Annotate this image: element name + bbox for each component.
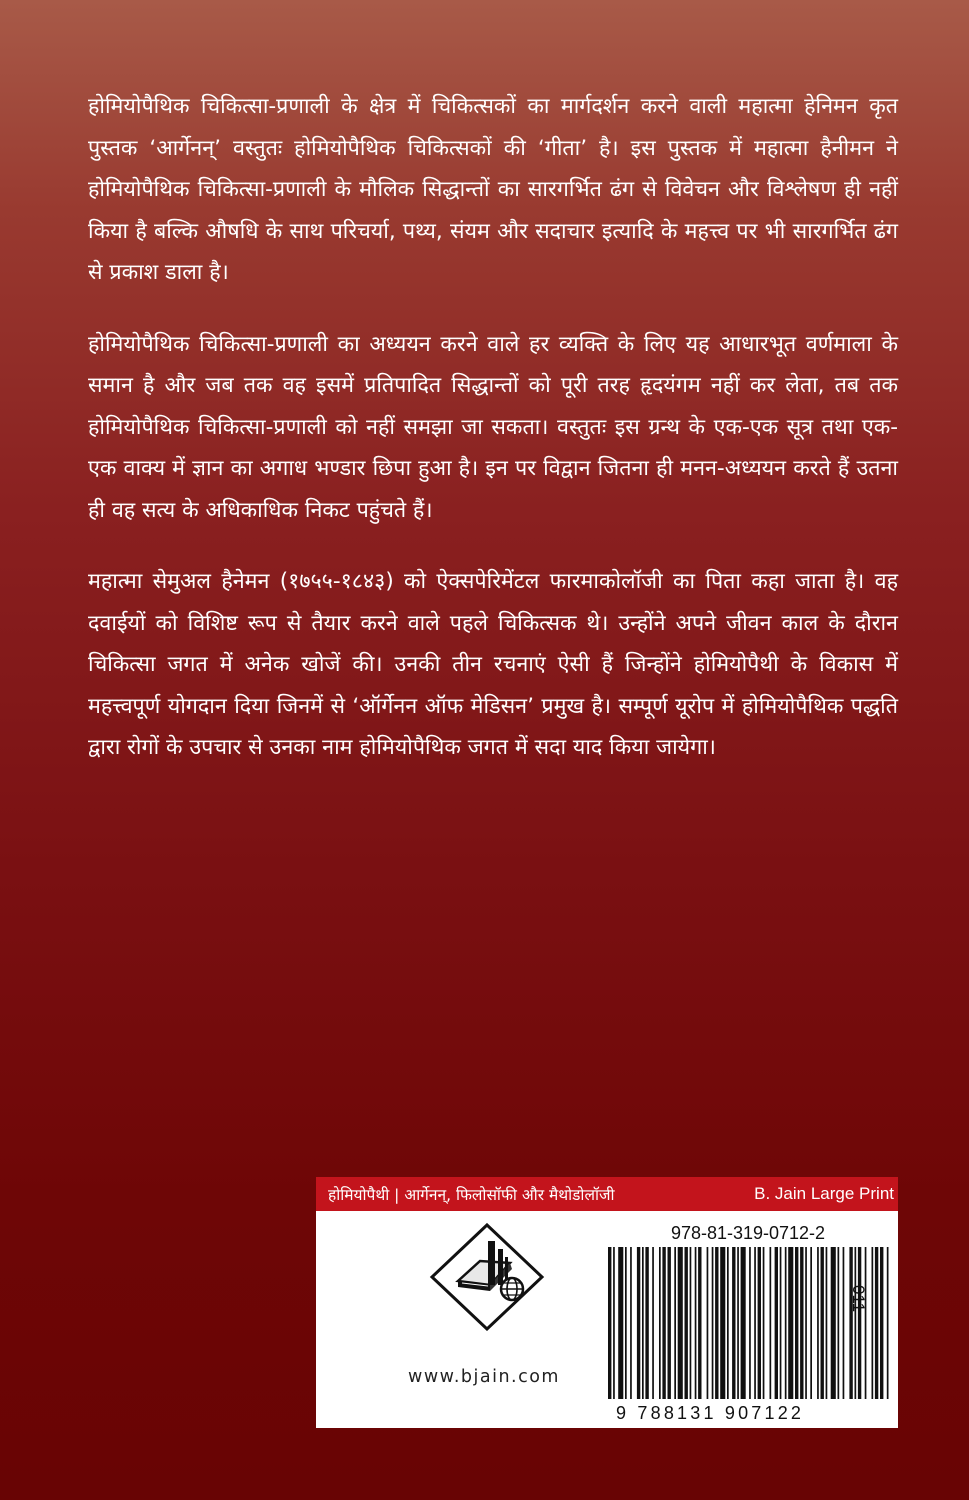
barcode-addon-code: 011 (849, 1285, 868, 1313)
barcode-bar (690, 1247, 692, 1399)
barcode-bar (652, 1247, 654, 1399)
barcode-bar (887, 1247, 889, 1399)
publisher-info-box (316, 1177, 898, 1428)
barcode-bar (788, 1247, 793, 1399)
barcode-bar (645, 1247, 648, 1399)
back-cover-blurb (88, 86, 898, 799)
barcode-bar (698, 1247, 701, 1399)
barcode-bar (865, 1247, 867, 1399)
barcode-bar (637, 1247, 640, 1399)
barcode-bar (817, 1247, 819, 1399)
barcode-bar (872, 1247, 874, 1399)
barcode-bar (758, 1247, 761, 1399)
barcode-bar (618, 1247, 623, 1399)
barcode-bar (826, 1247, 828, 1399)
barcode-bar (707, 1247, 709, 1399)
barcode-bar (849, 1247, 852, 1399)
series-label: B. Jain Large Print (754, 1184, 894, 1203)
barcode-bar (754, 1247, 756, 1399)
barcode-bar (880, 1247, 883, 1399)
barcode-bar (780, 1247, 782, 1399)
barcode-bar (720, 1247, 725, 1399)
isbn-barcode (608, 1247, 890, 1399)
barcode-bar (625, 1247, 627, 1399)
barcode-bar (715, 1247, 718, 1399)
barcode-bar (608, 1247, 611, 1399)
barcode-bar (805, 1247, 807, 1399)
barcode-bar (775, 1247, 778, 1399)
barcode-bar (858, 1247, 861, 1399)
barcode-bar (749, 1247, 751, 1399)
barcode-bar (674, 1247, 676, 1399)
barcode-bar (741, 1247, 746, 1399)
category-bar (316, 1177, 898, 1211)
category-label: होमियोपैथी | आर्गेनन्, फिलोसॉफी और मैथोडोलॉजी (328, 1186, 615, 1204)
barcode-bar (668, 1247, 671, 1399)
barcode-bar (662, 1247, 665, 1399)
publisher-website: www.bjain.com (408, 1367, 560, 1387)
barcode-bar (630, 1247, 632, 1399)
barcode-digits: 9 788131 907122 (616, 1403, 805, 1423)
barcode-bar (821, 1247, 824, 1399)
barcode-bar (695, 1247, 697, 1399)
isbn-number: 978-81-319-0712-2 (670, 1223, 826, 1243)
barcode-bar (678, 1247, 683, 1399)
blurb-paragraph-3: महात्मा सेमुअल हैनेमन (१७५५-१८४३) को ऐक्सपेरिमेंटल फारमाकोलॉजी का पिता कहा जाता है। वह दवाईयों को विशिष्ट रूप से तैयार करने वाले पहले चिकित्सक थे। उन्होंने अपने जीवन काल के दौरान चिकित्सा जगत में अनेक खोजें की। उनकी तीन रचनाएं ऐसी हैं जिन्होंने होमियोपैथी के विकास में महत्त्वपूर्ण योगदान दिया जिनमें से ‘ऑर्गेनन ऑफ मेडिसन’ प्रमुख है। सम्पूर्ण यूरोप में होमियोपैथिक पद्धति द्वारा रोगों के उपचार से उनका नाम होमियोपैथिक जगत में सदा याद किया जायेगा। (88, 569, 898, 760)
barcode-bar (737, 1247, 739, 1399)
barcode-bar (613, 1247, 615, 1399)
barcode-bar (838, 1247, 840, 1399)
barcode-bar (795, 1247, 798, 1399)
blurb-paragraph-1: होमियोपैथिक चिकित्सा-प्रणाली के क्षेत्र में चिकित्सकों का मार्गदर्शन करने वाली महात्मा हेनिमन कृत पुस्तक ‘आर्गेनन्’ वस्तुतः होमियोपैथिक चिकित्सकों की ‘गीता’ है। इस पुस्तक में महात्मा हैनीमन ने होमियोपैथिक चिकित्सा-प्रणाली के मौलिक सिद्धान्तों का सारगर्भित ढंग से विवेचन और विश्लेषण ही नहीं किया है बल्कि औषधि के साथ परिचर्या, पथ्य, संयम और सदाचार इत्यादि के महत्त्व पर भी सारगर्भित ढंग से प्रकाश डाला है। (88, 94, 898, 285)
barcode-bar (785, 1247, 787, 1399)
barcode-bar (659, 1247, 661, 1399)
barcode-bar (831, 1247, 836, 1399)
book-globe-logo-icon (428, 1221, 546, 1331)
barcode-bar (685, 1247, 688, 1399)
barcode-bar (810, 1247, 812, 1399)
barcode-bar (712, 1247, 714, 1399)
barcode-bar (763, 1247, 765, 1399)
barcode-bar (800, 1247, 803, 1399)
barcode-bar (732, 1247, 735, 1399)
barcode-bar (855, 1247, 857, 1399)
barcode-bar (642, 1247, 644, 1399)
blurb-paragraph-2: होमियोपैथिक चिकित्सा-प्रणाली का अध्ययन करने वाले हर व्यक्ति के लिए यह आधारभूत वर्णमाला के समान है और जब तक वह इसमें प्रतिपादित सिद्धान्तों को पूरी तरह हृदयंगम नहीं कर लेता, तब तक होमियोपैथिक चिकित्सा-प्रणाली को नहीं समझा जा सकता। वस्तुतः इस ग्रन्थ के एक-एक सूत्र तथा एक-एक वाक्य में ज्ञान का अगाध भण्डार छिपा हुआ है। इन पर विद्वान जितना ही मनन-अध्ययन करते हैं उतना ही वह सत्य के अधिकाधिक निकट पहुंचते हैं। (88, 331, 898, 523)
barcode-bar (727, 1247, 729, 1399)
barcode-bar (770, 1247, 772, 1399)
barcode-bar (843, 1247, 845, 1399)
barcode-bar (875, 1247, 878, 1399)
